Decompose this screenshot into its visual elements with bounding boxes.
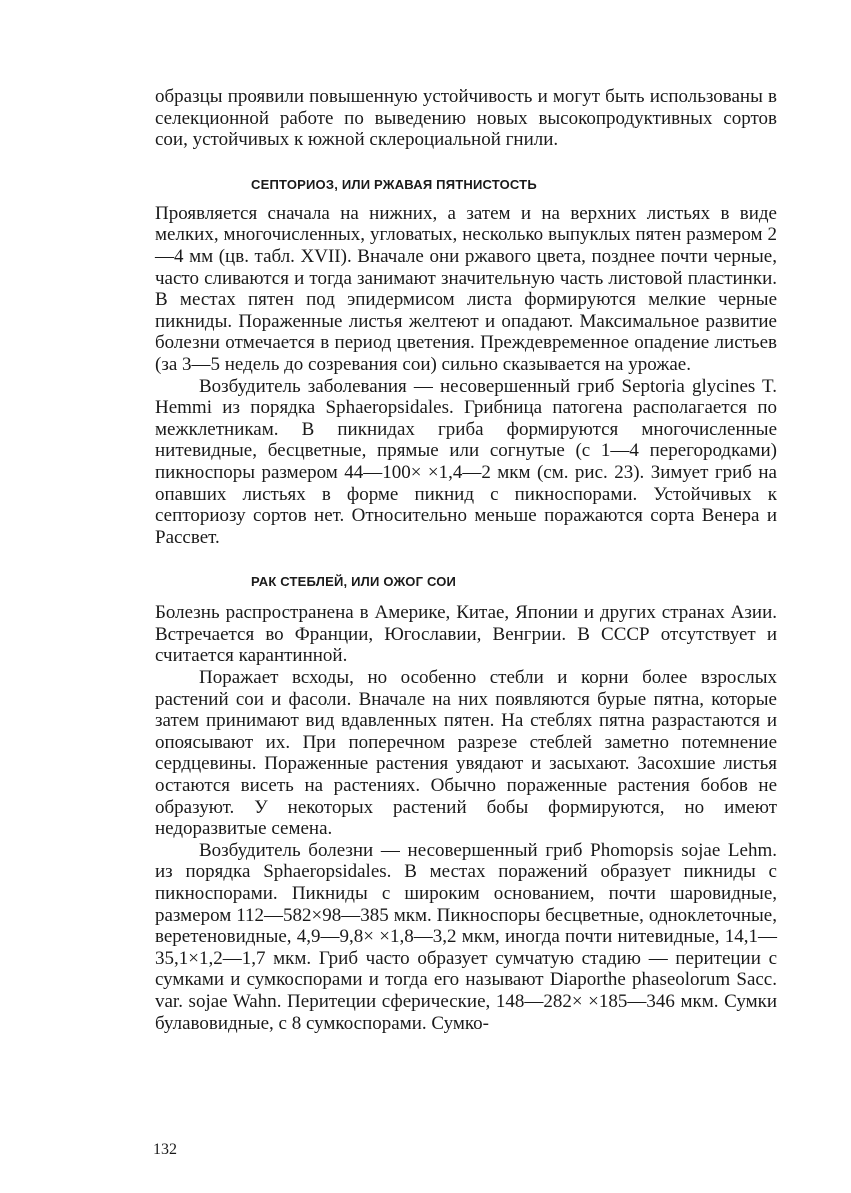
canker-paragraph-2: Поражает всходы, но особенно стебли и корни более взрослых растений сои и фасоли. Вначале на них появляются бурые пятна, которые затем принимают вид вдавленных пятен. На стеблях пятна разрастаются и опоясывают их. При поперечном разрезе стеблей заметно потемнение сердцевины. Пораженные растения увядают и засыхают. Засохшие листья остаются висеть на растениях. Обычно пораженные растения бобов не образуют. У некоторых растений бобы формируются, но имеют недоразвитые семена.: [155, 667, 777, 840]
septoria-paragraph-2: Возбудитель заболевания — несовершенный гриб Septoria glycines T. Hemmi из порядка Sphaeropsidales. Грибница патогена располагается по межклетникам. В пикнидах гриба формируются многочисленные нитевидные, бесцветные, прямые или согнутые (с 1—4 перегородками) пикноспоры размером 44—100× ×1,4—2 мкм (см. рис. 23). Зимует гриб на опавших листьях в форме пикнид с пикноспорами. Устойчивых к септориозу сортов нет. Относительно меньше поражаются сорта Венера и Рассвет.: [155, 375, 777, 548]
canker-paragraph-3: Возбудитель болезни — несовершенный гриб Phomopsis sojae Lehm. из порядка Sphaeropsidales. В местах поражений образует пикниды с пикноспорами. Пикниды с широким основанием, почти шаровидные, размером 112—582×98—385 мкм. Пикноспоры бесцветные, одноклеточные, веретеновидные, 4,9—9,8× ×1,8—3,2 мкм, иногда почти нитевидные, 14,1—35,1×1,2—1,7 мкм. Гриб часто образует сумчатую стадию — перитеции с сумками и сумкоспорами и тогда его называют Diaporthe phaseolorum Sacc. var. sojae Wahn. Перитеции сферические, 148—282× ×185—346 мкм. Сумки булавовидные, с 8 сумкоспорами. Сумко-: [155, 839, 777, 1034]
canker-paragraph-1: Болезнь распространена в Америке, Китае, Японии и других странах Азии. Встречается во Франции, Югославии, Венгрии. В СССР отсутствует и считается карантинной.: [155, 602, 777, 667]
section-heading-septoria: СЕПТОРИОЗ, ИЛИ РЖАВАЯ ПЯТНИСТОСТЬ: [251, 176, 537, 192]
section-heading-canker: РАК СТЕБЛЕЙ, ИЛИ ОЖОГ СОИ: [251, 574, 457, 590]
page-number: 132: [153, 1141, 177, 1158]
text-column: [155, 86, 777, 1034]
intro-paragraph: образцы проявили повышенную устойчивость и могут быть использованы в селекционной работе по выведению новых высокопродуктивных сортов сои, устойчивых к южной склероциальной гнили.: [155, 86, 777, 151]
septoria-paragraph-1: Проявляется сначала на нижних, а затем и на верхних листьях в виде мелких, многочисленных, угловатых, несколько выпуклых пятен размером 2—4 мм (цв. табл. XVII). Вначале они ржавого цвета, позднее почти черные, часто сливаются и тогда занимают значительную часть листовой пластинки. В местах пятен под эпидермисом листа формируются мелкие черные пикниды. Пораженные листья желтеют и опадают. Максимальное развитие болезни отмечается в период цветения. Преждевременное опадение листьев (за 3—5 недель до созревания сои) сильно сказывается на урожае.: [155, 202, 777, 375]
